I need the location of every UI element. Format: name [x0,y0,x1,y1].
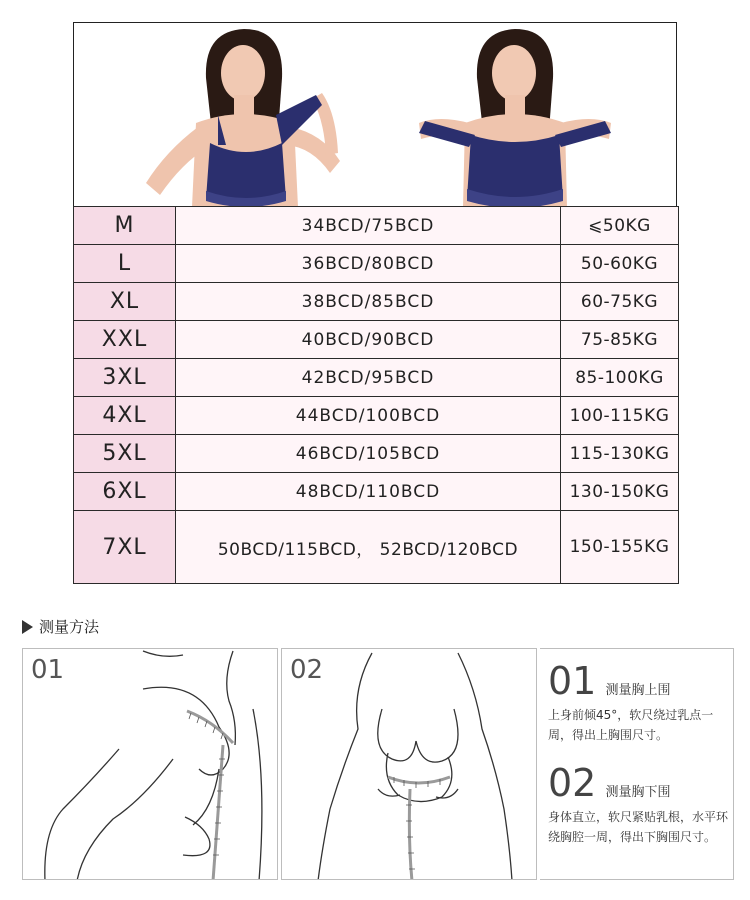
table-row [74,321,679,359]
bust-cell: 40BCD/90BCD [176,321,561,359]
table-row [74,435,679,473]
bust-cell: 36BCD/80BCD [176,245,561,283]
instruction-step [548,761,728,847]
model-photo-right [399,23,619,206]
weight-cell: ⩽50KG [561,207,679,245]
upper-bust-illustration [23,649,278,880]
bust-cell: 50BCD/115BCD， 52BCD/120BCD [176,511,561,584]
size-chart-table [73,206,679,584]
bust-cell: 44BCD/100BCD [176,397,561,435]
weight-cell: 130-150KG [561,473,679,511]
size-cell: XXL [74,321,176,359]
table-row [74,359,679,397]
step-number: 01 [548,659,597,703]
illustration-panel-under-bust [281,648,537,880]
bust-cell: 46BCD/105BCD [176,435,561,473]
panel-number: 01 [31,655,65,685]
measurement-header [22,616,99,637]
illustration-panel-upper-bust [22,648,278,880]
bust-cell: 34BCD/75BCD [176,207,561,245]
step-title: 测量胸下围 [605,785,671,800]
weight-cell: 100-115KG [561,397,679,435]
weight-cell: 115-130KG [561,435,679,473]
instruction-step [548,659,728,745]
size-cell: 7XL [74,511,176,584]
size-cell: M [74,207,176,245]
table-row [74,473,679,511]
step-description: 身体直立，软尺紧贴乳根，水平环绕胸腔一周，得出下胸围尺寸。 [548,810,729,844]
product-photo-area [73,22,677,206]
table-row [74,207,679,245]
under-bust-illustration [282,649,537,880]
bust-cell: 38BCD/85BCD [176,283,561,321]
weight-cell: 85-100KG [561,359,679,397]
measurement-title: 测量方法 [39,618,100,636]
size-cell: 5XL [74,435,176,473]
size-cell: L [74,245,176,283]
step-description: 上身前倾45°，软尺绕过乳点一周，得出上胸围尺寸。 [548,708,714,742]
measurement-instructions [540,648,734,880]
size-cell: 3XL [74,359,176,397]
size-cell: XL [74,283,176,321]
bust-cell: 42BCD/95BCD [176,359,561,397]
table-row [74,511,679,584]
table-row [74,245,679,283]
play-triangle-icon [22,620,33,634]
weight-cell: 60-75KG [561,283,679,321]
panel-number: 02 [290,655,324,685]
weight-cell: 50-60KG [561,245,679,283]
model-photo-left [126,23,346,206]
table-row [74,283,679,321]
size-cell: 6XL [74,473,176,511]
bust-cell: 48BCD/110BCD [176,473,561,511]
weight-cell: 150-155KG [561,511,679,584]
step-title: 测量胸上围 [605,683,671,698]
step-number: 02 [548,761,597,805]
table-row [74,397,679,435]
size-cell: 4XL [74,397,176,435]
weight-cell: 75-85KG [561,321,679,359]
